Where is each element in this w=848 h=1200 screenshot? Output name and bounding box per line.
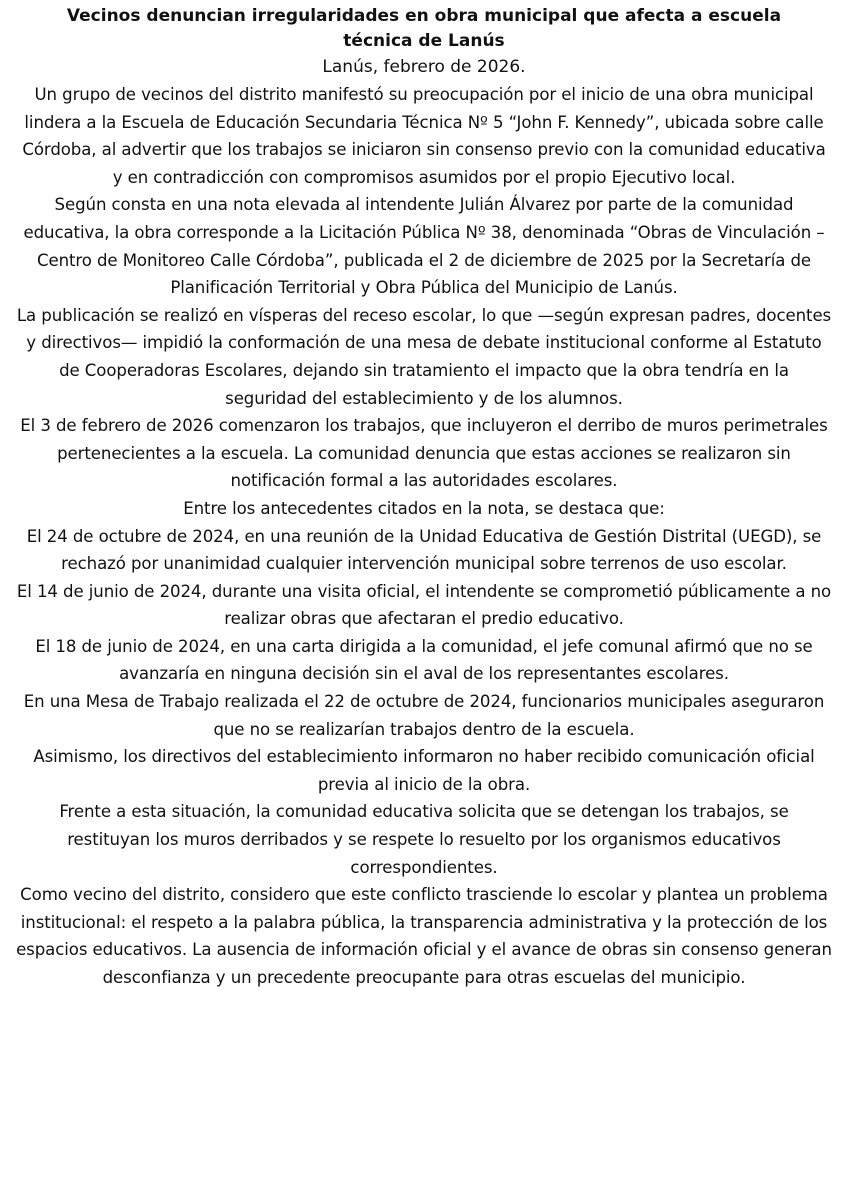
paragraph-publicacion: La publicación se realizó en vísperas del receso escolar, lo que —según expresan padres, docentes y directivos— impidió la conformación de una mesa de debate institucional conforme al Estatuto de Cooperadoras Escolares, dejando sin tratamiento el impacto que la obra tendría en la seguridad del establecimiento y de los alumnos. (16, 305, 832, 408)
paragraph-uegd: El 24 de octubre de 2024, en una reunión de la Unidad Educativa de Gestión Distrital (UEGD), se rechazó por unanimidad cualquier intervención municipal sobre terrenos de uso escolar. (26, 526, 822, 574)
paragraph-solicitud: Frente a esta situación, la comunidad educativa solicita que se detengan los trabajos, se restituyan los muros derribados y se respete lo resuelto por los organismos educativos correspondientes. (59, 802, 789, 877)
paragraph-mesa-trabajo: En una Mesa de Trabajo realizada el 22 de octubre de 2024, funcionarios municipales aseguraron que no se realizarían trabajos dentro de la escuela. (23, 692, 825, 739)
paragraph-antecedentes: Entre los antecedentes citados en la nota, se destaca que: (183, 498, 665, 518)
article-dateline: Lanús, febrero de 2026. (322, 57, 526, 77)
paragraph-carta: El 18 de junio de 2024, en una carta dirigida a la comunidad, el jefe comunal afirmó que no se avanzaría en ninguna decisión sin el aval de los representantes escolares. (35, 636, 813, 684)
article (16, 4, 832, 992)
paragraph-inicio-trabajos: El 3 de febrero de 2026 comenzaron los trabajos, que incluyeron el derribo de muros perimetrales pertenecientes a la escuela. La comunidad denuncia que estas acciones se realizaron sin notificación formal a las autoridades escolares. (20, 416, 828, 491)
paragraph-opinion: Como vecino del distrito, considero que este conflicto trasciende lo escolar y plantea un problema institucional: el respeto a la palabra pública, la transparencia administrativa y la protección de los espacios educativos. La ausencia de información oficial y el avance de obras sin consenso generan desconfianza y un precedente preocupante para otras escuelas del municipio. (16, 885, 832, 987)
paragraph-directivos: Asimismo, los directivos del establecimiento informaron no haber recibido comunicación oficial previa al inicio de la obra. (33, 747, 815, 794)
paragraph-licitacion: Según consta en una nota elevada al intendente Julián Álvarez por parte de la comunidad educativa, la obra corresponde a la Licitación Pública Nº 38, denominada “Obras de Vinculación – Centro de Monitoreo Calle Córdoba”, publicada el 2 de diciembre de 2025 por la Secretaría de Planificación Territorial y Obra Pública del Municipio de Lanús. (23, 195, 825, 298)
article-title: Vecinos denuncian irregularidades en obra municipal que afecta a escuela técnica de Lanús (66, 6, 782, 51)
paragraph-visita-oficial: El 14 de junio de 2024, durante una visita oficial, el intendente se comprometió públicamente a no realizar obras que afectaran el predio educativo. (16, 581, 832, 629)
paragraph-intro: Un grupo de vecinos del distrito manifestó su preocupación por el inicio de una obra municipal lindera a la Escuela de Educación Secundaria Técnica Nº 5 “John F. Kennedy”, ubicada sobre calle Córdoba, al advertir que los trabajos se iniciaron sin consenso previo con la comunidad educativa y en contradicción con compromisos asumidos por el propio Ejecutivo local. (22, 85, 826, 187)
